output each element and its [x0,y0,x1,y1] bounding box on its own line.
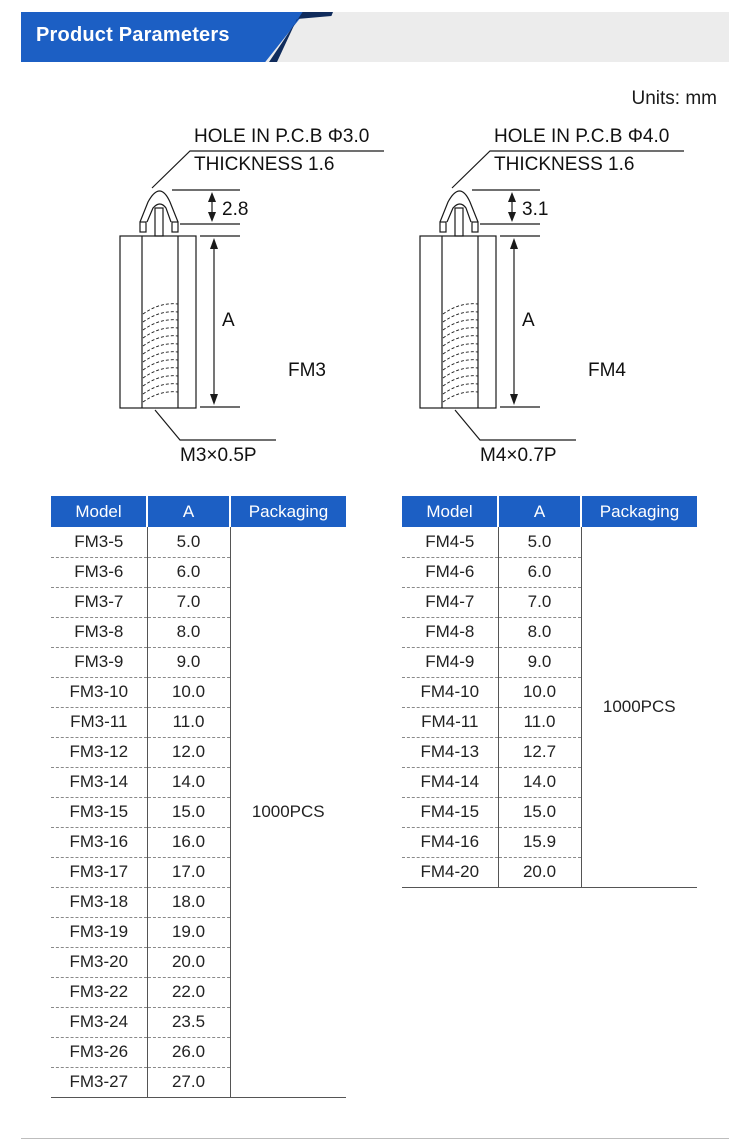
fm3-hole-label: HOLE IN P.C.B Φ3.0 [194,126,370,147]
fm4-table-header [402,496,697,527]
a-value-cell: 7.0 [498,587,581,617]
model-cell: FM4-9 [402,647,498,677]
section-header-banner [21,12,729,62]
fm3-header-model: Model [51,496,147,527]
a-value-cell: 20.0 [498,857,581,887]
a-value-cell: 15.0 [147,797,230,827]
model-cell: FM4-7 [402,587,498,617]
a-value-cell: 5.0 [498,527,581,557]
fm4-spec-table [402,496,697,888]
model-cell: FM3-24 [51,1007,147,1037]
a-value-cell: 18.0 [147,887,230,917]
a-value-cell: 20.0 [147,947,230,977]
model-cell: FM3-12 [51,737,147,767]
model-cell: FM3-6 [51,557,147,587]
a-value-cell: 26.0 [147,1037,230,1067]
fm4-tip-dimension: 3.1 [522,199,549,220]
a-value-cell: 11.0 [498,707,581,737]
a-value-cell: 15.9 [498,827,581,857]
a-value-cell: 6.0 [147,557,230,587]
a-value-cell: 10.0 [147,677,230,707]
fm3-header-a: A [147,496,230,527]
model-cell: FM3-15 [51,797,147,827]
a-value-cell: 12.7 [498,737,581,767]
fm3-tip-dimension: 2.8 [222,199,249,220]
fm3-header-packaging: Packaging [230,496,346,527]
table-row [51,527,346,557]
fm3-thickness-label: THICKNESS 1.6 [194,154,335,175]
bottom-divider [21,1138,729,1139]
a-value-cell: 10.0 [498,677,581,707]
fm3-table-header [51,496,346,527]
model-cell: FM4-15 [402,797,498,827]
a-value-cell: 23.5 [147,1007,230,1037]
fm4-header-model: Model [402,496,498,527]
fm4-model-label: FM4 [588,360,626,381]
model-cell: FM3-19 [51,917,147,947]
a-value-cell: 9.0 [498,647,581,677]
model-cell: FM3-11 [51,707,147,737]
model-cell: FM3-18 [51,887,147,917]
packaging-cell: 1000PCS [581,527,697,887]
a-value-cell: 14.0 [498,767,581,797]
a-value-cell: 16.0 [147,827,230,857]
fm3-spec-table [51,496,346,1098]
fm4-thickness-label: THICKNESS 1.6 [494,154,635,175]
fm3-thread-label: M3×0.5P [180,445,257,466]
table-row [402,527,697,557]
model-cell: FM4-5 [402,527,498,557]
fm3-length-label: A [222,310,235,331]
a-value-cell: 11.0 [147,707,230,737]
a-value-cell: 27.0 [147,1067,230,1097]
fm3-technical-drawing [100,118,430,478]
model-cell: FM4-10 [402,677,498,707]
fm4-header-packaging: Packaging [581,496,697,527]
model-cell: FM4-6 [402,557,498,587]
model-cell: FM3-27 [51,1067,147,1097]
model-cell: FM3-14 [51,767,147,797]
fm4-header-a: A [498,496,581,527]
a-value-cell: 5.0 [147,527,230,557]
model-cell: FM4-11 [402,707,498,737]
page-title: Product Parameters [36,24,230,46]
a-value-cell: 12.0 [147,737,230,767]
fm3-model-label: FM3 [288,360,326,381]
fm4-thread-label: M4×0.7P [480,445,557,466]
model-cell: FM4-8 [402,617,498,647]
packaging-cell: 1000PCS [230,527,346,1097]
model-cell: FM3-17 [51,857,147,887]
a-value-cell: 22.0 [147,977,230,1007]
a-value-cell: 17.0 [147,857,230,887]
model-cell: FM4-20 [402,857,498,887]
a-value-cell: 19.0 [147,917,230,947]
model-cell: FM3-16 [51,827,147,857]
model-cell: FM4-14 [402,767,498,797]
model-cell: FM3-10 [51,677,147,707]
a-value-cell: 8.0 [147,617,230,647]
model-cell: FM3-8 [51,617,147,647]
units-label: Units: mm [631,88,717,109]
fm4-length-label: A [522,310,535,331]
model-cell: FM4-16 [402,827,498,857]
fm4-hole-label: HOLE IN P.C.B Φ4.0 [494,126,670,147]
model-cell: FM3-9 [51,647,147,677]
model-cell: FM3-22 [51,977,147,1007]
a-value-cell: 8.0 [498,617,581,647]
a-value-cell: 6.0 [498,557,581,587]
a-value-cell: 9.0 [147,647,230,677]
model-cell: FM3-7 [51,587,147,617]
model-cell: FM3-5 [51,527,147,557]
a-value-cell: 14.0 [147,767,230,797]
a-value-cell: 15.0 [498,797,581,827]
a-value-cell: 7.0 [147,587,230,617]
model-cell: FM4-13 [402,737,498,767]
model-cell: FM3-20 [51,947,147,977]
model-cell: FM3-26 [51,1037,147,1067]
fm4-technical-drawing [400,118,730,478]
